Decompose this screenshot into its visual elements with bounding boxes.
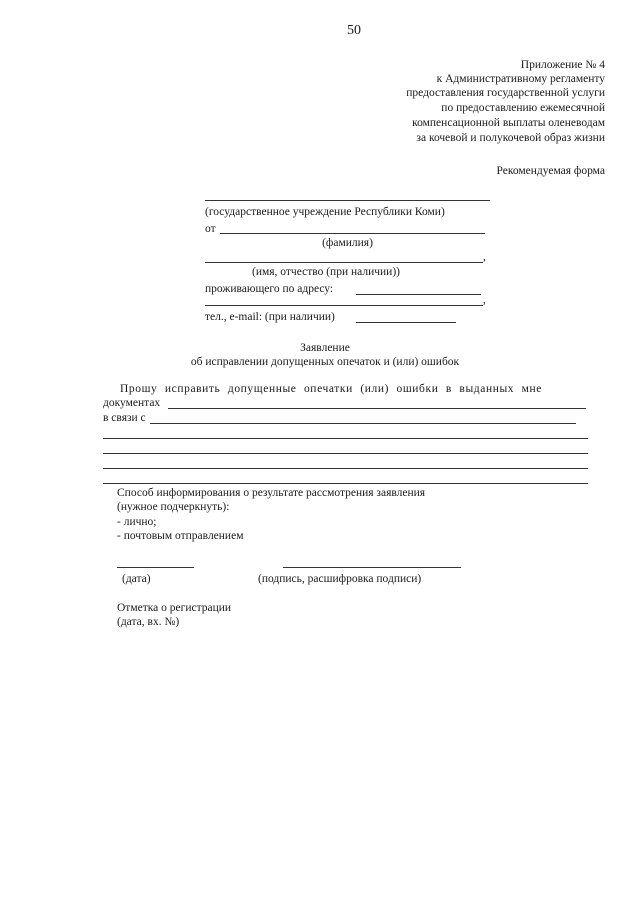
- blank-line-4: [103, 483, 588, 484]
- documents-prefix: документах: [103, 397, 161, 409]
- contacts-line: [356, 322, 456, 323]
- appendix-line-3: предоставления государственной услуги: [406, 87, 605, 99]
- institution-line: [205, 200, 490, 201]
- registration-note: (дата, вх. №): [117, 616, 180, 628]
- info-heading: Способ информирования о результате рассмотрения заявления: [117, 487, 426, 499]
- appendix-line-5: компенсационной выплаты оленеводам: [412, 117, 605, 129]
- contacts-prefix: тел., e-mail: (при наличии): [205, 311, 335, 323]
- documents-line: [168, 408, 586, 409]
- reason-line: [150, 423, 576, 424]
- appendix-line-4: по предоставлению ежемесячной: [441, 102, 605, 114]
- blank-line-1: [103, 438, 588, 439]
- address-line-1: [356, 294, 481, 295]
- info-option-personal: - лично;: [117, 516, 157, 528]
- appendix-line-1: Приложение № 4: [520, 59, 605, 71]
- page-number: 50: [347, 23, 361, 38]
- name-line-comma: ,: [483, 251, 486, 263]
- from-prefix: от: [205, 223, 216, 235]
- recommended-form: Рекомендуемая форма: [496, 165, 605, 177]
- info-option-mail: - почтовым отправлением: [117, 530, 244, 542]
- registration-label: Отметка о регистрации: [117, 602, 232, 614]
- appendix-line-6: за кочевой и полукочевой образ жизни: [416, 132, 605, 144]
- blank-line-3: [103, 468, 588, 469]
- title-line-1: Заявление: [300, 342, 350, 354]
- reason-prefix: в связи с: [103, 412, 146, 424]
- appendix-line-2: к Административному регламенту: [436, 73, 605, 85]
- blank-line-2: [103, 453, 588, 454]
- signature-line: [283, 567, 461, 568]
- address-line-2: [205, 305, 483, 306]
- address-line-comma: ,: [483, 294, 486, 306]
- address-prefix: проживающего по адресу:: [205, 283, 334, 295]
- name-label: (имя, отчество (при наличии)): [252, 266, 400, 278]
- institution-label: (государственное учреждение Республики Коми): [205, 206, 445, 218]
- date-label: (дата): [122, 573, 151, 585]
- signature-label: (подпись, расшифровка подписи): [258, 573, 422, 585]
- request-text: Прошу исправить допущенные опечатки (или) ошибки в выданных мне: [120, 383, 542, 395]
- info-underline-note: (нужное подчеркнуть):: [117, 501, 230, 513]
- date-line: [117, 567, 194, 568]
- from-line: [220, 233, 485, 234]
- name-line: [205, 262, 483, 263]
- title-line-2: об исправлении допущенных опечаток и (или) ошибок: [190, 356, 460, 368]
- surname-label: (фамилия): [322, 237, 373, 249]
